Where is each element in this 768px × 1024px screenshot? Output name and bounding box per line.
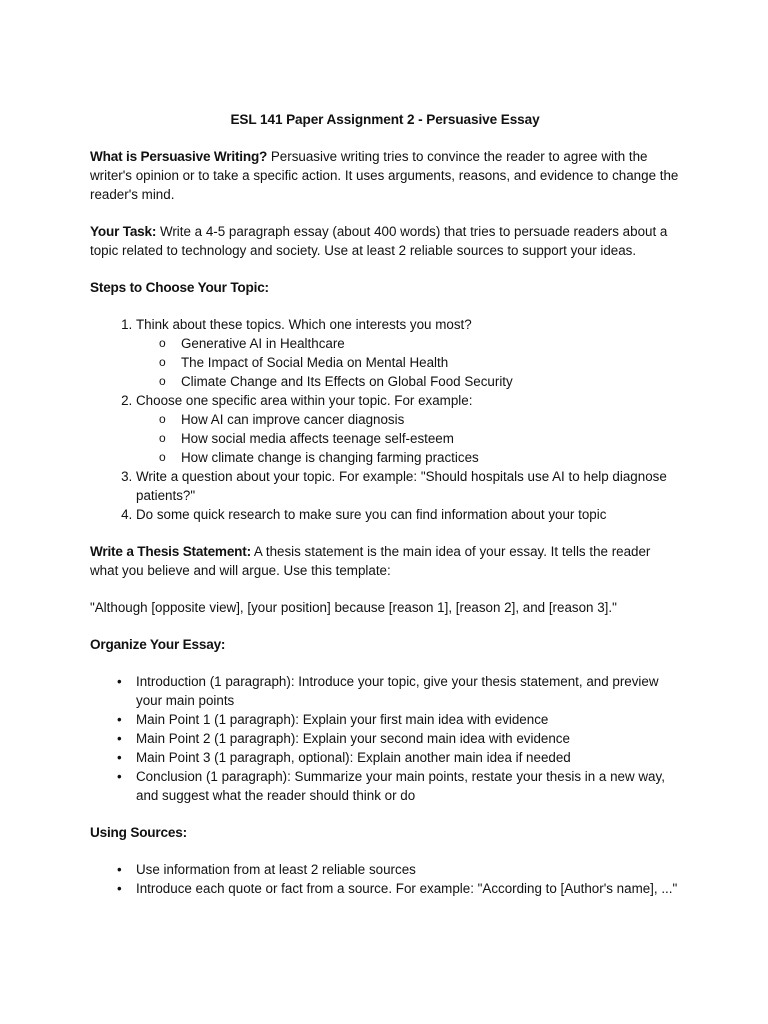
list-item [159,372,680,391]
sub-list [136,334,680,391]
what-is-heading: What is Persuasive Writing? [90,149,268,164]
list-item [117,879,680,898]
sub-item-text: Climate Change and Its Effects on Global Food Security [181,374,513,389]
list-item [136,467,680,505]
list-item [159,448,680,467]
what-is-paragraph [90,147,680,204]
step-text: Choose one specific area within your topic. For example: [136,393,473,408]
list-item [159,410,680,429]
sub-bullet: o [159,450,166,464]
list-item [117,710,680,729]
list-item [159,429,680,448]
list-item [117,860,680,879]
list-item [117,729,680,748]
organize-item-text: Conclusion (1 paragraph): Summarize your main points, restate your thesis in a new way, and suggest what the reader should think or do [136,769,665,803]
bullet-dot: • [117,731,122,746]
organize-item-text: Introduction (1 paragraph): Introduce your topic, give your thesis statement, and preview your main points [136,674,659,708]
step-text: Think about these topics. Which one interests you most? [136,317,472,332]
bullet-dot: • [117,862,122,877]
document-title: ESL 141 Paper Assignment 2 - Persuasive Essay [230,112,540,127]
steps-list [90,315,680,524]
organize-heading: Organize Your Essay: [90,637,226,652]
sub-bullet: o [159,355,166,369]
list-item [159,334,680,353]
document-page [90,110,680,916]
sources-heading: Using Sources: [90,825,187,840]
bullet-dot: • [117,712,122,727]
sub-item-text: How social media affects teenage self-esteem [181,431,454,446]
list-item [136,505,680,524]
steps-heading: Steps to Choose Your Topic: [90,280,269,295]
thesis-paragraph [90,542,680,580]
sub-bullet: o [159,412,166,426]
organize-item-text: Main Point 1 (1 paragraph): Explain your first main idea with evidence [136,712,549,727]
your-task-heading: Your Task: [90,224,157,239]
bullet-dot: • [117,674,122,689]
list-item [136,391,680,467]
sub-item-text: How climate change is changing farming practices [181,450,479,465]
sub-bullet: o [159,336,166,350]
sub-item-text: Generative AI in Healthcare [181,336,345,351]
thesis-heading: Write a Thesis Statement: [90,544,251,559]
sub-bullet: o [159,431,166,445]
list-item [117,767,680,805]
list-item [159,353,680,372]
list-item [117,672,680,710]
list-item [136,315,680,391]
step-text: Write a question about your topic. For example: "Should hospitals use AI to help diagnose patients?" [136,469,667,503]
sub-bullet: o [159,374,166,388]
sub-list [136,410,680,467]
sources-item-text: Use information from at least 2 reliable sources [136,862,416,877]
your-task-text: Write a 4-5 paragraph essay (about 400 words) that tries to persuade readers about a topic related to technology and society. Use at least 2 reliable sources to support your ideas. [90,224,668,258]
what-is-text: Persuasive writing tries to convince the reader to agree with the writer's opinion or to take a specific action. It uses arguments, reasons, and evidence to change the reader's mind. [90,149,679,202]
sub-item-text: The Impact of Social Media on Mental Health [181,355,449,370]
your-task-paragraph [90,222,680,260]
sources-list [90,860,680,898]
bullet-dot: • [117,881,122,896]
step-text: Do some quick research to make sure you can find information about your topic [136,507,607,522]
organize-item-text: Main Point 3 (1 paragraph, optional): Explain another main idea if needed [136,750,571,765]
organize-item-text: Main Point 2 (1 paragraph): Explain your second main idea with evidence [136,731,570,746]
bullet-dot: • [117,750,122,765]
thesis-template: "Although [opposite view], [your position] because [reason 1], [reason 2], and [reason 3]." [90,600,617,615]
bullet-dot: • [117,769,122,784]
sub-item-text: How AI can improve cancer diagnosis [181,412,405,427]
list-item [117,748,680,767]
organize-list [90,672,680,805]
sources-item-text: Introduce each quote or fact from a source. For example: "According to [Author's name], ..." [136,881,678,896]
thesis-text: A thesis statement is the main idea of your essay. It tells the reader what you believe and will argue. Use this template: [90,544,651,578]
